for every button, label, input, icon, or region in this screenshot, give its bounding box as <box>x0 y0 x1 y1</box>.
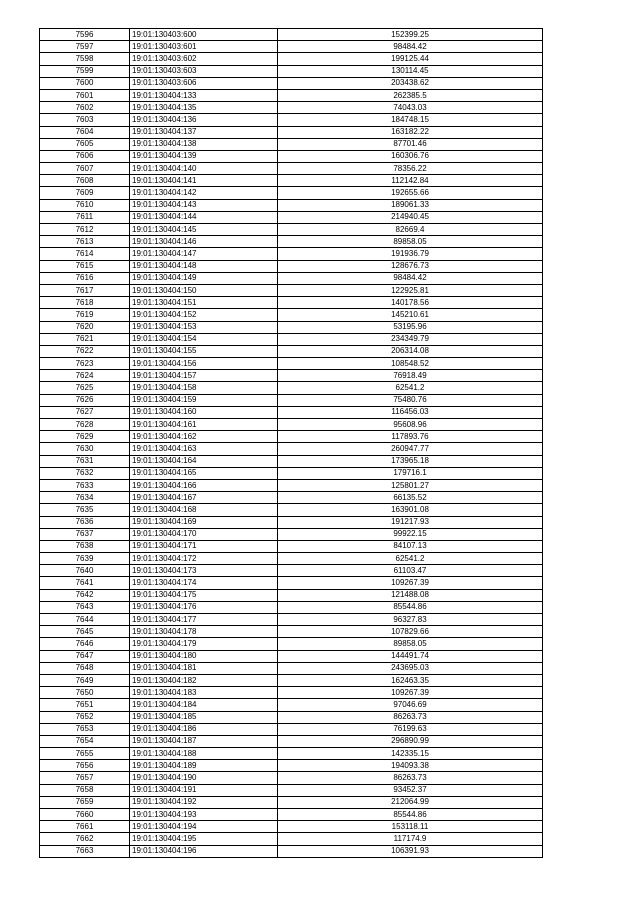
cadastral-number-cell: 19:01:130404:141 <box>130 175 278 187</box>
table-row <box>40 272 543 284</box>
table-row <box>40 284 543 296</box>
value-cell: 82669.4 <box>278 224 543 236</box>
table-row <box>40 662 543 674</box>
row-number-cell: 7662 <box>40 833 130 845</box>
table-row <box>40 297 543 309</box>
value-cell: 74043.03 <box>278 102 543 114</box>
row-number-cell: 7658 <box>40 784 130 796</box>
cadastral-number-cell: 19:01:130404:176 <box>130 601 278 613</box>
row-number-cell: 7621 <box>40 333 130 345</box>
parcel-table-body <box>40 29 543 858</box>
cadastral-number-cell: 19:01:130404:150 <box>130 284 278 296</box>
cadastral-number-cell: 19:01:130404:164 <box>130 455 278 467</box>
value-cell: 160306.76 <box>278 150 543 162</box>
table-row <box>40 41 543 53</box>
value-cell: 199125.44 <box>278 53 543 65</box>
cadastral-number-cell: 19:01:130403:606 <box>130 77 278 89</box>
cadastral-number-cell: 19:01:130404:194 <box>130 821 278 833</box>
row-number-cell: 7632 <box>40 467 130 479</box>
table-row <box>40 406 543 418</box>
table-row <box>40 309 543 321</box>
cadastral-number-cell: 19:01:130403:600 <box>130 29 278 41</box>
table-row <box>40 102 543 114</box>
cadastral-number-cell: 19:01:130404:174 <box>130 577 278 589</box>
value-cell: 260947.77 <box>278 443 543 455</box>
value-cell: 243695.03 <box>278 662 543 674</box>
cadastral-number-cell: 19:01:130404:185 <box>130 711 278 723</box>
cadastral-number-cell: 19:01:130404:165 <box>130 467 278 479</box>
table-row <box>40 614 543 626</box>
table-row <box>40 699 543 711</box>
row-number-cell: 7602 <box>40 102 130 114</box>
table-row <box>40 77 543 89</box>
row-number-cell: 7647 <box>40 650 130 662</box>
table-row <box>40 674 543 686</box>
cadastral-number-cell: 19:01:130404:148 <box>130 260 278 272</box>
row-number-cell: 7619 <box>40 309 130 321</box>
cadastral-number-cell: 19:01:130404:183 <box>130 687 278 699</box>
table-row <box>40 553 543 565</box>
cadastral-number-cell: 19:01:130404:184 <box>130 699 278 711</box>
row-number-cell: 7617 <box>40 284 130 296</box>
value-cell: 62541.2 <box>278 382 543 394</box>
table-row <box>40 796 543 808</box>
value-cell: 262385.5 <box>278 89 543 101</box>
value-cell: 184748.15 <box>278 114 543 126</box>
value-cell: 206314.08 <box>278 345 543 357</box>
cadastral-number-cell: 19:01:130404:140 <box>130 163 278 175</box>
row-number-cell: 7633 <box>40 479 130 491</box>
cadastral-number-cell: 19:01:130404:191 <box>130 784 278 796</box>
row-number-cell: 7653 <box>40 723 130 735</box>
row-number-cell: 7596 <box>40 29 130 41</box>
value-cell: 98484.42 <box>278 272 543 284</box>
value-cell: 130114.45 <box>278 65 543 77</box>
row-number-cell: 7661 <box>40 821 130 833</box>
row-number-cell: 7641 <box>40 577 130 589</box>
row-number-cell: 7638 <box>40 540 130 552</box>
row-number-cell: 7614 <box>40 248 130 260</box>
cadastral-number-cell: 19:01:130404:144 <box>130 211 278 223</box>
row-number-cell: 7611 <box>40 211 130 223</box>
cadastral-number-cell: 19:01:130404:159 <box>130 394 278 406</box>
cadastral-number-cell: 19:01:130404:139 <box>130 150 278 162</box>
table-row <box>40 577 543 589</box>
cadastral-number-cell: 19:01:130404:172 <box>130 553 278 565</box>
table-row <box>40 626 543 638</box>
table-row <box>40 638 543 650</box>
row-number-cell: 7600 <box>40 77 130 89</box>
value-cell: 194093.38 <box>278 760 543 772</box>
row-number-cell: 7657 <box>40 772 130 784</box>
value-cell: 125801.27 <box>278 479 543 491</box>
table-row <box>40 748 543 760</box>
value-cell: 144491.74 <box>278 650 543 662</box>
value-cell: 191936.79 <box>278 248 543 260</box>
row-number-cell: 7605 <box>40 138 130 150</box>
row-number-cell: 7612 <box>40 224 130 236</box>
value-cell: 140178.56 <box>278 297 543 309</box>
cadastral-number-cell: 19:01:130404:195 <box>130 833 278 845</box>
cadastral-number-cell: 19:01:130404:181 <box>130 662 278 674</box>
row-number-cell: 7663 <box>40 845 130 857</box>
value-cell: 203438.62 <box>278 77 543 89</box>
value-cell: 95608.96 <box>278 419 543 431</box>
row-number-cell: 7643 <box>40 601 130 613</box>
value-cell: 98484.42 <box>278 41 543 53</box>
table-row <box>40 236 543 248</box>
cadastral-number-cell: 19:01:130404:171 <box>130 540 278 552</box>
row-number-cell: 7597 <box>40 41 130 53</box>
row-number-cell: 7629 <box>40 431 130 443</box>
value-cell: 122925.81 <box>278 284 543 296</box>
row-number-cell: 7618 <box>40 297 130 309</box>
cadastral-number-cell: 19:01:130404:167 <box>130 492 278 504</box>
row-number-cell: 7616 <box>40 272 130 284</box>
cadastral-number-cell: 19:01:130404:162 <box>130 431 278 443</box>
table-row <box>40 187 543 199</box>
row-number-cell: 7645 <box>40 626 130 638</box>
value-cell: 86263.73 <box>278 711 543 723</box>
cadastral-number-cell: 19:01:130404:160 <box>130 406 278 418</box>
row-number-cell: 7603 <box>40 114 130 126</box>
value-cell: 121488.08 <box>278 589 543 601</box>
table-row <box>40 821 543 833</box>
value-cell: 66135.52 <box>278 492 543 504</box>
value-cell: 179716.1 <box>278 467 543 479</box>
cadastral-number-cell: 19:01:130404:166 <box>130 479 278 491</box>
row-number-cell: 7640 <box>40 565 130 577</box>
cadastral-number-cell: 19:01:130404:133 <box>130 89 278 101</box>
row-number-cell: 7622 <box>40 345 130 357</box>
cadastral-number-cell: 19:01:130404:135 <box>130 102 278 114</box>
table-row <box>40 321 543 333</box>
row-number-cell: 7650 <box>40 687 130 699</box>
table-row <box>40 443 543 455</box>
value-cell: 108548.52 <box>278 358 543 370</box>
table-row <box>40 248 543 260</box>
value-cell: 109267.39 <box>278 577 543 589</box>
row-number-cell: 7631 <box>40 455 130 467</box>
cadastral-number-cell: 19:01:130404:179 <box>130 638 278 650</box>
table-row <box>40 735 543 747</box>
cadastral-number-cell: 19:01:130404:182 <box>130 674 278 686</box>
row-number-cell: 7610 <box>40 199 130 211</box>
value-cell: 189061.33 <box>278 199 543 211</box>
table-row <box>40 504 543 516</box>
value-cell: 234349.79 <box>278 333 543 345</box>
cadastral-number-cell: 19:01:130404:169 <box>130 516 278 528</box>
value-cell: 107829.66 <box>278 626 543 638</box>
table-row <box>40 565 543 577</box>
table-row <box>40 467 543 479</box>
value-cell: 96327.83 <box>278 614 543 626</box>
value-cell: 97046.69 <box>278 699 543 711</box>
cadastral-number-cell: 19:01:130404:192 <box>130 796 278 808</box>
table-row <box>40 394 543 406</box>
table-row <box>40 260 543 272</box>
table-row <box>40 29 543 41</box>
value-cell: 87701.46 <box>278 138 543 150</box>
row-number-cell: 7623 <box>40 358 130 370</box>
cadastral-number-cell: 19:01:130404:147 <box>130 248 278 260</box>
table-row <box>40 53 543 65</box>
cadastral-number-cell: 19:01:130404:168 <box>130 504 278 516</box>
row-number-cell: 7598 <box>40 53 130 65</box>
table-row <box>40 370 543 382</box>
value-cell: 62541.2 <box>278 553 543 565</box>
table-row <box>40 528 543 540</box>
table-row <box>40 175 543 187</box>
value-cell: 75480.76 <box>278 394 543 406</box>
value-cell: 86263.73 <box>278 772 543 784</box>
row-number-cell: 7613 <box>40 236 130 248</box>
cadastral-number-cell: 19:01:130404:151 <box>130 297 278 309</box>
table-row <box>40 601 543 613</box>
row-number-cell: 7646 <box>40 638 130 650</box>
cadastral-number-cell: 19:01:130404:158 <box>130 382 278 394</box>
table-row <box>40 333 543 345</box>
cadastral-number-cell: 19:01:130404:196 <box>130 845 278 857</box>
cadastral-number-cell: 19:01:130404:161 <box>130 419 278 431</box>
cadastral-number-cell: 19:01:130404:189 <box>130 760 278 772</box>
value-cell: 89858.05 <box>278 236 543 248</box>
cadastral-number-cell: 19:01:130404:143 <box>130 199 278 211</box>
table-row <box>40 345 543 357</box>
value-cell: 117174.9 <box>278 833 543 845</box>
row-number-cell: 7601 <box>40 89 130 101</box>
table-row <box>40 833 543 845</box>
row-number-cell: 7637 <box>40 528 130 540</box>
table-row <box>40 199 543 211</box>
table-row <box>40 224 543 236</box>
value-cell: 109267.39 <box>278 687 543 699</box>
value-cell: 84107.13 <box>278 540 543 552</box>
cadastral-number-cell: 19:01:130403:602 <box>130 53 278 65</box>
row-number-cell: 7639 <box>40 553 130 565</box>
cadastral-number-cell: 19:01:130404:163 <box>130 443 278 455</box>
table-row <box>40 711 543 723</box>
table-row <box>40 589 543 601</box>
cadastral-number-cell: 19:01:130404:188 <box>130 748 278 760</box>
table-row <box>40 455 543 467</box>
value-cell: 212064.99 <box>278 796 543 808</box>
value-cell: 112142.84 <box>278 175 543 187</box>
cadastral-number-cell: 19:01:130404:178 <box>130 626 278 638</box>
value-cell: 106391.93 <box>278 845 543 857</box>
table-row <box>40 479 543 491</box>
row-number-cell: 7628 <box>40 419 130 431</box>
value-cell: 78356.22 <box>278 163 543 175</box>
table-row <box>40 431 543 443</box>
table-row <box>40 809 543 821</box>
row-number-cell: 7609 <box>40 187 130 199</box>
table-row <box>40 65 543 77</box>
value-cell: 53195.96 <box>278 321 543 333</box>
value-cell: 214940.45 <box>278 211 543 223</box>
value-cell: 162463.35 <box>278 674 543 686</box>
table-row <box>40 419 543 431</box>
row-number-cell: 7626 <box>40 394 130 406</box>
cadastral-number-cell: 19:01:130404:180 <box>130 650 278 662</box>
value-cell: 152399.25 <box>278 29 543 41</box>
cadastral-number-cell: 19:01:130404:173 <box>130 565 278 577</box>
table-row <box>40 126 543 138</box>
table-row <box>40 492 543 504</box>
cadastral-number-cell: 19:01:130404:136 <box>130 114 278 126</box>
table-row <box>40 382 543 394</box>
row-number-cell: 7644 <box>40 614 130 626</box>
row-number-cell: 7624 <box>40 370 130 382</box>
row-number-cell: 7599 <box>40 65 130 77</box>
cadastral-number-cell: 19:01:130404:175 <box>130 589 278 601</box>
table-row <box>40 163 543 175</box>
cadastral-number-cell: 19:01:130404:170 <box>130 528 278 540</box>
table-row <box>40 650 543 662</box>
cadastral-number-cell: 19:01:130404:154 <box>130 333 278 345</box>
value-cell: 145210.61 <box>278 309 543 321</box>
value-cell: 153118.11 <box>278 821 543 833</box>
value-cell: 163182.22 <box>278 126 543 138</box>
cadastral-number-cell: 19:01:130403:601 <box>130 41 278 53</box>
value-cell: 296890.99 <box>278 735 543 747</box>
value-cell: 142335.15 <box>278 748 543 760</box>
row-number-cell: 7608 <box>40 175 130 187</box>
cadastral-number-cell: 19:01:130404:138 <box>130 138 278 150</box>
row-number-cell: 7659 <box>40 796 130 808</box>
value-cell: 173965.18 <box>278 455 543 467</box>
row-number-cell: 7656 <box>40 760 130 772</box>
cadastral-number-cell: 19:01:130404:145 <box>130 224 278 236</box>
cadastral-number-cell: 19:01:130404:146 <box>130 236 278 248</box>
table-row <box>40 784 543 796</box>
row-number-cell: 7636 <box>40 516 130 528</box>
row-number-cell: 7607 <box>40 163 130 175</box>
parcel-table <box>39 28 543 858</box>
cadastral-number-cell: 19:01:130404:193 <box>130 809 278 821</box>
value-cell: 117893.76 <box>278 431 543 443</box>
table-row <box>40 89 543 101</box>
value-cell: 99922.15 <box>278 528 543 540</box>
table-row <box>40 114 543 126</box>
value-cell: 163901.08 <box>278 504 543 516</box>
value-cell: 128676.73 <box>278 260 543 272</box>
table-row <box>40 211 543 223</box>
cadastral-number-cell: 19:01:130404:155 <box>130 345 278 357</box>
cadastral-number-cell: 19:01:130404:190 <box>130 772 278 784</box>
row-number-cell: 7630 <box>40 443 130 455</box>
value-cell: 89858.05 <box>278 638 543 650</box>
cadastral-number-cell: 19:01:130404:137 <box>130 126 278 138</box>
table-row <box>40 358 543 370</box>
row-number-cell: 7604 <box>40 126 130 138</box>
cadastral-number-cell: 19:01:130403:603 <box>130 65 278 77</box>
cadastral-number-cell: 19:01:130404:153 <box>130 321 278 333</box>
value-cell: 191217.93 <box>278 516 543 528</box>
row-number-cell: 7642 <box>40 589 130 601</box>
row-number-cell: 7635 <box>40 504 130 516</box>
table-row <box>40 845 543 857</box>
row-number-cell: 7660 <box>40 809 130 821</box>
cadastral-number-cell: 19:01:130404:152 <box>130 309 278 321</box>
value-cell: 76918.49 <box>278 370 543 382</box>
value-cell: 93452.37 <box>278 784 543 796</box>
row-number-cell: 7620 <box>40 321 130 333</box>
value-cell: 76199.63 <box>278 723 543 735</box>
row-number-cell: 7651 <box>40 699 130 711</box>
cadastral-number-cell: 19:01:130404:149 <box>130 272 278 284</box>
table-row <box>40 138 543 150</box>
row-number-cell: 7627 <box>40 406 130 418</box>
value-cell: 61103.47 <box>278 565 543 577</box>
value-cell: 116456.03 <box>278 406 543 418</box>
row-number-cell: 7615 <box>40 260 130 272</box>
table-row <box>40 150 543 162</box>
value-cell: 85544.86 <box>278 809 543 821</box>
table-row <box>40 723 543 735</box>
row-number-cell: 7634 <box>40 492 130 504</box>
row-number-cell: 7625 <box>40 382 130 394</box>
row-number-cell: 7649 <box>40 674 130 686</box>
cadastral-number-cell: 19:01:130404:142 <box>130 187 278 199</box>
table-row <box>40 687 543 699</box>
row-number-cell: 7606 <box>40 150 130 162</box>
table-row <box>40 540 543 552</box>
row-number-cell: 7654 <box>40 735 130 747</box>
table-row <box>40 772 543 784</box>
cadastral-number-cell: 19:01:130404:177 <box>130 614 278 626</box>
row-number-cell: 7652 <box>40 711 130 723</box>
row-number-cell: 7655 <box>40 748 130 760</box>
cadastral-number-cell: 19:01:130404:157 <box>130 370 278 382</box>
value-cell: 85544.86 <box>278 601 543 613</box>
cadastral-number-cell: 19:01:130404:186 <box>130 723 278 735</box>
value-cell: 192655.66 <box>278 187 543 199</box>
table-row <box>40 516 543 528</box>
cadastral-number-cell: 19:01:130404:156 <box>130 358 278 370</box>
table-row <box>40 760 543 772</box>
cadastral-number-cell: 19:01:130404:187 <box>130 735 278 747</box>
row-number-cell: 7648 <box>40 662 130 674</box>
